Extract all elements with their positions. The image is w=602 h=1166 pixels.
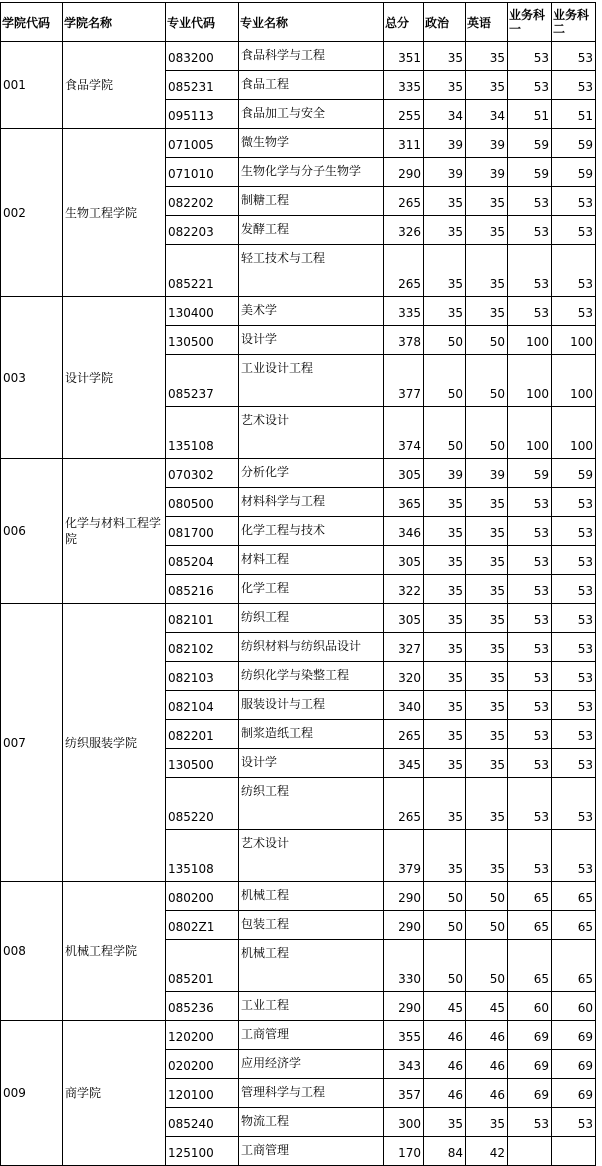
subject-2-score-cell: 53: [552, 42, 596, 71]
subject-2-score-cell: 69: [552, 1079, 596, 1108]
english-score-cell: 50: [466, 407, 508, 459]
english-score-cell: 35: [466, 187, 508, 216]
english-score-cell: 46: [466, 1079, 508, 1108]
total-score-cell: 305: [384, 604, 424, 633]
subject-1-score-cell: 53: [508, 662, 552, 691]
subject-2-score-cell: 100: [552, 326, 596, 355]
major-code-cell: 085204: [166, 546, 239, 575]
major-name-cell: 纺织材料与纺织品设计: [239, 633, 384, 662]
major-name-cell: 轻工技术与工程: [239, 245, 384, 297]
major-name-cell: 材料科学与工程: [239, 488, 384, 517]
major-code-cell: 085216: [166, 575, 239, 604]
subject-1-score-cell: 53: [508, 749, 552, 778]
english-score-cell: 35: [466, 297, 508, 326]
politics-score-cell: 46: [424, 1050, 466, 1079]
major-name-cell: 微生物学: [239, 129, 384, 158]
major-name-cell: 艺术设计: [239, 830, 384, 882]
header-major-name: 专业名称: [239, 3, 384, 42]
header-subject-1: 业务科一: [508, 3, 552, 42]
table-row: [1, 129, 596, 158]
major-name-cell: 发酵工程: [239, 216, 384, 245]
politics-score-cell: 50: [424, 326, 466, 355]
college-code-cell: 009: [1, 1021, 63, 1166]
subject-1-score-cell: 53: [508, 604, 552, 633]
subject-2-score-cell: 59: [552, 129, 596, 158]
total-score-cell: 379: [384, 830, 424, 882]
major-code-cell: 082103: [166, 662, 239, 691]
subject-1-score-cell: 53: [508, 42, 552, 71]
subject-1-score-cell: 65: [508, 940, 552, 992]
major-name-cell: 工商管理: [239, 1137, 384, 1166]
major-name-cell: 材料工程: [239, 546, 384, 575]
major-code-cell: 082203: [166, 216, 239, 245]
total-score-cell: 351: [384, 42, 424, 71]
english-score-cell: 35: [466, 662, 508, 691]
subject-1-score-cell: 53: [508, 830, 552, 882]
total-score-cell: 305: [384, 459, 424, 488]
subject-2-score-cell: 51: [552, 100, 596, 129]
subject-2-score-cell: 53: [552, 517, 596, 546]
total-score-cell: 300: [384, 1108, 424, 1137]
total-score-cell: 335: [384, 297, 424, 326]
subject-2-score-cell: 53: [552, 1108, 596, 1137]
major-name-cell: 机械工程: [239, 940, 384, 992]
major-code-cell: 080200: [166, 882, 239, 911]
english-score-cell: 35: [466, 720, 508, 749]
english-score-cell: 35: [466, 1108, 508, 1137]
subject-2-score-cell: 53: [552, 830, 596, 882]
english-score-cell: 50: [466, 355, 508, 407]
major-code-cell: 082104: [166, 691, 239, 720]
total-score-cell: 335: [384, 71, 424, 100]
total-score-cell: 365: [384, 488, 424, 517]
total-score-cell: 327: [384, 633, 424, 662]
major-code-cell: 082101: [166, 604, 239, 633]
politics-score-cell: 35: [424, 633, 466, 662]
politics-score-cell: 35: [424, 830, 466, 882]
major-name-cell: 工业设计工程: [239, 355, 384, 407]
politics-score-cell: 35: [424, 1108, 466, 1137]
english-score-cell: 42: [466, 1137, 508, 1166]
major-code-cell: 085236: [166, 992, 239, 1021]
subject-1-score-cell: 69: [508, 1050, 552, 1079]
subject-1-score-cell: 59: [508, 129, 552, 158]
subject-2-score-cell: 53: [552, 245, 596, 297]
major-code-cell: 0802Z1: [166, 911, 239, 940]
subject-2-score-cell: 100: [552, 355, 596, 407]
major-code-cell: 082102: [166, 633, 239, 662]
total-score-cell: 343: [384, 1050, 424, 1079]
college-code-cell: 002: [1, 129, 63, 297]
subject-2-score-cell: 53: [552, 575, 596, 604]
english-score-cell: 39: [466, 459, 508, 488]
english-score-cell: 35: [466, 749, 508, 778]
major-code-cell: 085240: [166, 1108, 239, 1137]
total-score-cell: 170: [384, 1137, 424, 1166]
politics-score-cell: 46: [424, 1021, 466, 1050]
major-name-cell: 艺术设计: [239, 407, 384, 459]
college-name-cell: 商学院: [63, 1021, 166, 1166]
total-score-cell: 265: [384, 720, 424, 749]
major-name-cell: 包装工程: [239, 911, 384, 940]
subject-2-score-cell: [552, 1137, 596, 1166]
subject-2-score-cell: 53: [552, 691, 596, 720]
english-score-cell: 34: [466, 100, 508, 129]
header-politics: 政治: [424, 3, 466, 42]
total-score-cell: 290: [384, 992, 424, 1021]
politics-score-cell: 35: [424, 778, 466, 830]
major-name-cell: 应用经济学: [239, 1050, 384, 1079]
subject-2-score-cell: 53: [552, 546, 596, 575]
total-score-cell: 322: [384, 575, 424, 604]
total-score-cell: 377: [384, 355, 424, 407]
subject-2-score-cell: 53: [552, 720, 596, 749]
politics-score-cell: 35: [424, 749, 466, 778]
politics-score-cell: 39: [424, 158, 466, 187]
college-code-cell: 008: [1, 882, 63, 1021]
table-row: [1, 604, 596, 633]
total-score-cell: 330: [384, 940, 424, 992]
major-code-cell: 125100: [166, 1137, 239, 1166]
major-name-cell: 设计学: [239, 749, 384, 778]
college-code-cell: 006: [1, 459, 63, 604]
politics-score-cell: 35: [424, 71, 466, 100]
score-table: [0, 2, 596, 1166]
subject-1-score-cell: 53: [508, 187, 552, 216]
english-score-cell: 50: [466, 326, 508, 355]
header-major-code: 专业代码: [166, 3, 239, 42]
major-code-cell: 135108: [166, 407, 239, 459]
table-row: [1, 1021, 596, 1050]
english-score-cell: 35: [466, 245, 508, 297]
subject-2-score-cell: 69: [552, 1021, 596, 1050]
subject-1-score-cell: 53: [508, 245, 552, 297]
major-name-cell: 化学工程与技术: [239, 517, 384, 546]
major-code-cell: 130400: [166, 297, 239, 326]
subject-2-score-cell: 53: [552, 778, 596, 830]
english-score-cell: 35: [466, 71, 508, 100]
english-score-cell: 46: [466, 1050, 508, 1079]
table-row: [1, 297, 596, 326]
major-code-cell: 095113: [166, 100, 239, 129]
major-name-cell: 机械工程: [239, 882, 384, 911]
subject-2-score-cell: 65: [552, 940, 596, 992]
subject-1-score-cell: 59: [508, 158, 552, 187]
subject-1-score-cell: 53: [508, 633, 552, 662]
major-name-cell: 食品科学与工程: [239, 42, 384, 71]
politics-score-cell: 50: [424, 407, 466, 459]
english-score-cell: 50: [466, 940, 508, 992]
major-name-cell: 分析化学: [239, 459, 384, 488]
total-score-cell: 320: [384, 662, 424, 691]
politics-score-cell: 35: [424, 517, 466, 546]
college-name-cell: 纺织服装学院: [63, 604, 166, 882]
english-score-cell: 35: [466, 546, 508, 575]
major-code-cell: 080500: [166, 488, 239, 517]
college-code-cell: 003: [1, 297, 63, 459]
subject-1-score-cell: 59: [508, 459, 552, 488]
english-score-cell: 35: [466, 488, 508, 517]
subject-2-score-cell: 65: [552, 882, 596, 911]
major-name-cell: 纺织工程: [239, 604, 384, 633]
major-name-cell: 美术学: [239, 297, 384, 326]
subject-2-score-cell: 53: [552, 71, 596, 100]
subject-1-score-cell: 53: [508, 216, 552, 245]
total-score-cell: 290: [384, 158, 424, 187]
subject-2-score-cell: 53: [552, 216, 596, 245]
politics-score-cell: 35: [424, 546, 466, 575]
total-score-cell: 357: [384, 1079, 424, 1108]
subject-1-score-cell: 53: [508, 488, 552, 517]
total-score-cell: 378: [384, 326, 424, 355]
politics-score-cell: 35: [424, 662, 466, 691]
subject-2-score-cell: 53: [552, 749, 596, 778]
politics-score-cell: 35: [424, 245, 466, 297]
subject-2-score-cell: 53: [552, 633, 596, 662]
subject-1-score-cell: 53: [508, 297, 552, 326]
total-score-cell: 374: [384, 407, 424, 459]
subject-1-score-cell: 69: [508, 1021, 552, 1050]
politics-score-cell: 35: [424, 691, 466, 720]
politics-score-cell: 35: [424, 297, 466, 326]
major-name-cell: 化学工程: [239, 575, 384, 604]
total-score-cell: 355: [384, 1021, 424, 1050]
major-code-cell: 071010: [166, 158, 239, 187]
major-name-cell: 制浆造纸工程: [239, 720, 384, 749]
subject-1-score-cell: 53: [508, 575, 552, 604]
major-name-cell: 食品加工与安全: [239, 100, 384, 129]
major-name-cell: 服装设计与工程: [239, 691, 384, 720]
total-score-cell: 255: [384, 100, 424, 129]
header-college-name: 学院名称: [63, 3, 166, 42]
major-code-cell: 085201: [166, 940, 239, 992]
subject-2-score-cell: 59: [552, 158, 596, 187]
major-name-cell: 设计学: [239, 326, 384, 355]
table-row: [1, 42, 596, 71]
subject-1-score-cell: [508, 1137, 552, 1166]
college-name-cell: 设计学院: [63, 297, 166, 459]
major-code-cell: 135108: [166, 830, 239, 882]
politics-score-cell: 50: [424, 355, 466, 407]
subject-2-score-cell: 60: [552, 992, 596, 1021]
subject-2-score-cell: 65: [552, 911, 596, 940]
major-name-cell: 生物化学与分子生物学: [239, 158, 384, 187]
total-score-cell: 346: [384, 517, 424, 546]
major-name-cell: 纺织化学与染整工程: [239, 662, 384, 691]
subject-1-score-cell: 53: [508, 720, 552, 749]
major-code-cell: 085221: [166, 245, 239, 297]
subject-1-score-cell: 51: [508, 100, 552, 129]
table-row: [1, 882, 596, 911]
header-total: 总分: [384, 3, 424, 42]
politics-score-cell: 84: [424, 1137, 466, 1166]
subject-1-score-cell: 69: [508, 1079, 552, 1108]
major-name-cell: 工商管理: [239, 1021, 384, 1050]
english-score-cell: 35: [466, 216, 508, 245]
subject-2-score-cell: 100: [552, 407, 596, 459]
politics-score-cell: 45: [424, 992, 466, 1021]
major-code-cell: 082202: [166, 187, 239, 216]
subject-2-score-cell: 53: [552, 297, 596, 326]
total-score-cell: 265: [384, 245, 424, 297]
english-score-cell: 35: [466, 575, 508, 604]
subject-2-score-cell: 53: [552, 604, 596, 633]
header-english: 英语: [466, 3, 508, 42]
major-code-cell: 130500: [166, 326, 239, 355]
major-name-cell: 管理科学与工程: [239, 1079, 384, 1108]
major-code-cell: 130500: [166, 749, 239, 778]
politics-score-cell: 34: [424, 100, 466, 129]
english-score-cell: 50: [466, 911, 508, 940]
total-score-cell: 290: [384, 911, 424, 940]
major-code-cell: 085220: [166, 778, 239, 830]
subject-1-score-cell: 65: [508, 882, 552, 911]
header-row: [1, 3, 596, 42]
major-code-cell: 120200: [166, 1021, 239, 1050]
subject-1-score-cell: 53: [508, 691, 552, 720]
major-code-cell: 085237: [166, 355, 239, 407]
total-score-cell: 305: [384, 546, 424, 575]
subject-1-score-cell: 65: [508, 911, 552, 940]
subject-1-score-cell: 100: [508, 326, 552, 355]
header-college-code: 学院代码: [1, 3, 63, 42]
college-name-cell: 机械工程学院: [63, 882, 166, 1021]
politics-score-cell: 35: [424, 216, 466, 245]
english-score-cell: 35: [466, 691, 508, 720]
english-score-cell: 39: [466, 158, 508, 187]
politics-score-cell: 50: [424, 911, 466, 940]
subject-1-score-cell: 100: [508, 355, 552, 407]
subject-2-score-cell: 59: [552, 459, 596, 488]
major-code-cell: 085231: [166, 71, 239, 100]
total-score-cell: 290: [384, 882, 424, 911]
politics-score-cell: 50: [424, 940, 466, 992]
subject-2-score-cell: 53: [552, 488, 596, 517]
total-score-cell: 265: [384, 187, 424, 216]
major-code-cell: 071005: [166, 129, 239, 158]
english-score-cell: 39: [466, 129, 508, 158]
college-name-cell: 化学与材料工程学院: [63, 459, 166, 604]
college-code-cell: 001: [1, 42, 63, 129]
english-score-cell: 35: [466, 633, 508, 662]
subject-1-score-cell: 60: [508, 992, 552, 1021]
subject-1-score-cell: 53: [508, 71, 552, 100]
politics-score-cell: 39: [424, 459, 466, 488]
politics-score-cell: 46: [424, 1079, 466, 1108]
politics-score-cell: 35: [424, 575, 466, 604]
major-code-cell: 081700: [166, 517, 239, 546]
college-name-cell: 生物工程学院: [63, 129, 166, 297]
table-body: [1, 42, 596, 1166]
subject-1-score-cell: 53: [508, 546, 552, 575]
college-code-cell: 007: [1, 604, 63, 882]
major-code-cell: 020200: [166, 1050, 239, 1079]
english-score-cell: 35: [466, 604, 508, 633]
english-score-cell: 35: [466, 42, 508, 71]
english-score-cell: 45: [466, 992, 508, 1021]
subject-2-score-cell: 53: [552, 662, 596, 691]
table-row: [1, 459, 596, 488]
major-code-cell: 120100: [166, 1079, 239, 1108]
subject-1-score-cell: 53: [508, 1108, 552, 1137]
major-name-cell: 工业工程: [239, 992, 384, 1021]
politics-score-cell: 35: [424, 488, 466, 517]
college-name-cell: 食品学院: [63, 42, 166, 129]
major-code-cell: 083200: [166, 42, 239, 71]
total-score-cell: 265: [384, 778, 424, 830]
subject-1-score-cell: 53: [508, 517, 552, 546]
major-code-cell: 070302: [166, 459, 239, 488]
subject-2-score-cell: 69: [552, 1050, 596, 1079]
total-score-cell: 340: [384, 691, 424, 720]
english-score-cell: 35: [466, 830, 508, 882]
major-name-cell: 纺织工程: [239, 778, 384, 830]
total-score-cell: 311: [384, 129, 424, 158]
politics-score-cell: 35: [424, 42, 466, 71]
total-score-cell: 345: [384, 749, 424, 778]
subject-1-score-cell: 100: [508, 407, 552, 459]
subject-2-score-cell: 53: [552, 187, 596, 216]
politics-score-cell: 35: [424, 604, 466, 633]
header-subject-2: 业务科二: [552, 3, 596, 42]
politics-score-cell: 50: [424, 882, 466, 911]
major-name-cell: 物流工程: [239, 1108, 384, 1137]
major-name-cell: 制糖工程: [239, 187, 384, 216]
politics-score-cell: 39: [424, 129, 466, 158]
major-name-cell: 食品工程: [239, 71, 384, 100]
english-score-cell: 35: [466, 778, 508, 830]
politics-score-cell: 35: [424, 187, 466, 216]
english-score-cell: 46: [466, 1021, 508, 1050]
english-score-cell: 50: [466, 882, 508, 911]
major-code-cell: 082201: [166, 720, 239, 749]
subject-1-score-cell: 53: [508, 778, 552, 830]
english-score-cell: 35: [466, 517, 508, 546]
total-score-cell: 326: [384, 216, 424, 245]
politics-score-cell: 35: [424, 720, 466, 749]
